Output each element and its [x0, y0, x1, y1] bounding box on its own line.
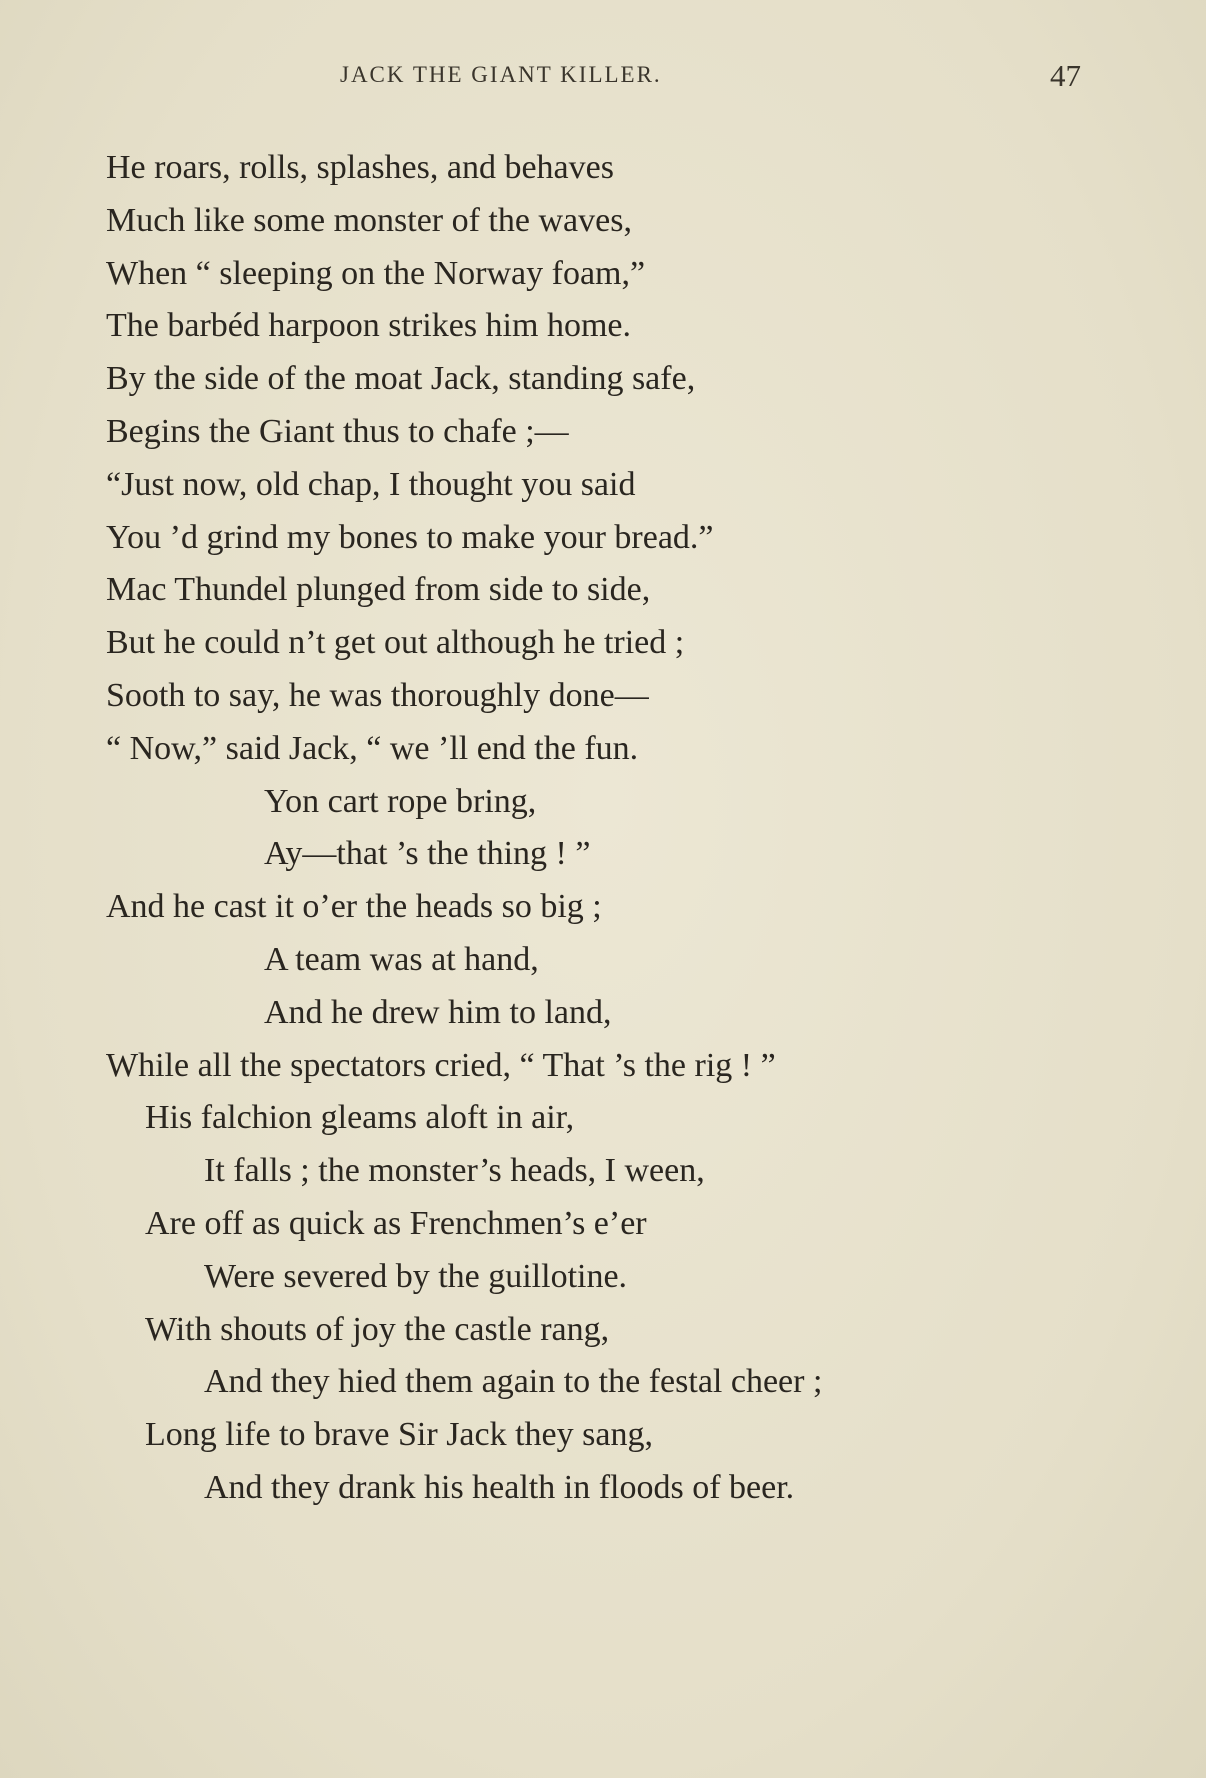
poem-line: With shouts of joy the castle rang, [145, 1310, 610, 1348]
poem-line: And he drew him to land, [264, 993, 612, 1031]
poem-line: You ’d grind my bones to make your bread.” [106, 518, 714, 556]
poem-line: A team was at hand, [264, 940, 539, 978]
poem-line: “ Now,” said Jack, “ we ’ll end the fun. [106, 729, 639, 767]
poem-line: And they hied them again to the festal cheer ; [204, 1363, 823, 1401]
poem-line: Ay—that ’s the thing ! ” [264, 835, 591, 873]
poem-line: By the side of the moat Jack, standing safe, [106, 360, 696, 398]
poem-line: Are off as quick as Frenchmen’s e’er [145, 1204, 647, 1242]
poem-line: While all the spectators cried, “ That ’s the rig ! ” [106, 1046, 776, 1084]
poem-line: Yon cart rope bring, [264, 782, 537, 820]
poem-line: “Just now, old chap, I thought you said [106, 465, 636, 503]
running-head [0, 58, 1206, 98]
running-title: JACK THE GIANT KILLER. [340, 62, 662, 87]
poem-body [0, 142, 1206, 1515]
poem-line: The barbéd harpoon strikes him home. [106, 307, 631, 345]
poem-line: Sooth to say, he was thoroughly done— [106, 676, 649, 714]
poem-line: But he could n’t get out although he tried ; [106, 624, 685, 662]
poem-line: Begins the Giant thus to chafe ;— [106, 412, 569, 450]
page-number: 47 [1050, 58, 1081, 93]
poem-line: It falls ; the monster’s heads, I ween, [204, 1152, 705, 1190]
poem-line: Mac Thundel plunged from side to side, [106, 571, 651, 609]
poem-line: Long life to brave Sir Jack they sang, [145, 1416, 653, 1454]
poem-line: Were severed by the guillotine. [204, 1257, 628, 1295]
poem-line: And they drank his health in floods of beer. [204, 1468, 795, 1506]
poem-line: Much like some monster of the waves, [106, 201, 632, 239]
poem-line: His falchion gleams aloft in air, [145, 1099, 575, 1137]
poem-line: He roars, rolls, splashes, and behaves [106, 149, 614, 186]
poem-line: When “ sleeping on the Norway foam,” [106, 254, 646, 292]
poem-line: And he cast it o’er the heads so big ; [106, 888, 602, 926]
